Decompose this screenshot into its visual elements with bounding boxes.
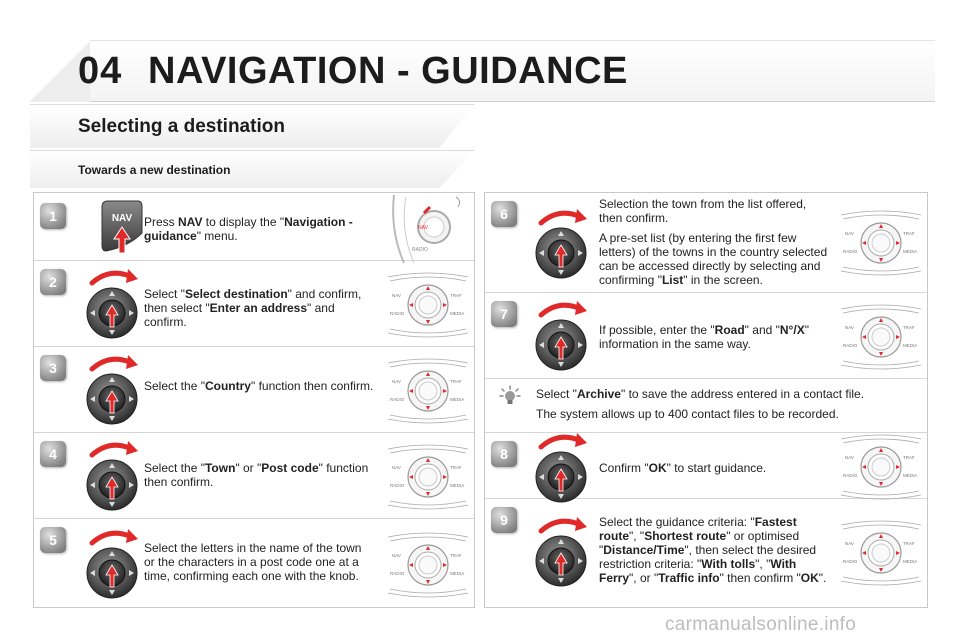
- step-1-text: Press NAV to display the "Navigation - guidance" menu.: [144, 215, 353, 243]
- rotary-knob-icon: [525, 429, 601, 505]
- svg-text:MEDIA: MEDIA: [450, 397, 465, 402]
- svg-text:MEDIA: MEDIA: [903, 249, 918, 254]
- svg-text:TRAF: TRAF: [450, 465, 462, 470]
- svg-text:MEDIA: MEDIA: [450, 483, 465, 488]
- step-5: [34, 519, 474, 607]
- control-panel-diagram: [386, 271, 470, 339]
- svg-text:TRAF: TRAF: [450, 379, 462, 384]
- lightbulb-icon: [499, 385, 521, 407]
- svg-text:NAV: NAV: [845, 231, 854, 236]
- svg-text:NAV: NAV: [845, 541, 854, 546]
- svg-text:TRAF: TRAF: [903, 455, 915, 460]
- svg-text:TRAF: TRAF: [450, 553, 462, 558]
- rotary-knob-icon: [525, 513, 601, 589]
- step-number-badge: 6: [491, 201, 517, 227]
- rotary-knob-icon: [525, 205, 601, 281]
- svg-text:MEDIA: MEDIA: [450, 311, 465, 316]
- svg-text:TRAF: TRAF: [903, 325, 915, 330]
- svg-text:NAV: NAV: [845, 325, 854, 330]
- tip-archive-text: Select "Archive" to save the address entered in a contact file. The system allows up to 400 contact files to be recorded.: [536, 387, 865, 421]
- nav-key-label: NAV: [111, 213, 133, 224]
- step-6: [485, 193, 927, 293]
- step-number-badge: 7: [491, 301, 517, 327]
- step-3: [34, 347, 474, 433]
- svg-text:MEDIA: MEDIA: [450, 571, 465, 576]
- svg-text:NAV: NAV: [392, 465, 401, 470]
- step-8-text: Confirm "OK" to start guidance.: [599, 461, 767, 475]
- chapter-header: [0, 40, 960, 102]
- svg-text:RADIO: RADIO: [390, 311, 405, 316]
- control-panel-diagram: [386, 357, 470, 425]
- control-panel-diagram: [839, 433, 923, 501]
- svg-text:RADIO: RADIO: [843, 559, 858, 564]
- watermark: carmanualsonline.info: [665, 614, 857, 635]
- subsection-title: Towards a new destination: [78, 163, 231, 177]
- step-6-text: Selection the town from the list offered, then confirm. A pre-set list (by entering the first few letters) of the towns in the country selected can be accessed directly by selecting and confirming "List" in the screen.: [599, 197, 828, 287]
- chapter-number: 04: [78, 50, 123, 92]
- tip-archive: [485, 379, 927, 433]
- section-title: Selecting a destination: [78, 116, 285, 137]
- control-panel-diagram: [386, 531, 470, 599]
- svg-text:NAV: NAV: [845, 455, 854, 460]
- svg-text:NAV: NAV: [392, 379, 401, 384]
- step-number-badge: 4: [40, 441, 66, 467]
- step-number-badge: 1: [40, 203, 66, 229]
- rotary-knob-icon: [76, 437, 152, 513]
- step-number-badge: 2: [40, 269, 66, 295]
- step-7: [485, 293, 927, 379]
- step-2-text: Select "Select destination" and confirm, then select "Enter an address" and confirm.: [144, 287, 362, 329]
- step-8: [485, 433, 927, 499]
- step-9-text: Select the guidance criteria: "Fastest route", "Shortest route" or optimised "Distance/Time", then select the desired restriction criteria: "With tolls", "With Ferry", or "Traffic info" then confirm "OK".: [599, 515, 827, 585]
- step-number-badge: 5: [40, 527, 66, 553]
- step-9: [485, 499, 927, 607]
- control-panel-diagram: [839, 303, 923, 371]
- control-panel-diagram: [386, 443, 470, 511]
- step-number-badge: 8: [491, 441, 517, 467]
- svg-text:TRAF: TRAF: [903, 231, 915, 236]
- svg-text:RADIO: RADIO: [390, 397, 405, 402]
- step-number-badge: 9: [491, 507, 517, 533]
- svg-text:MEDIA: MEDIA: [903, 559, 918, 564]
- svg-text:TRAF: TRAF: [903, 541, 915, 546]
- rotary-knob-icon: [525, 297, 601, 373]
- svg-text:NAV: NAV: [418, 225, 428, 231]
- step-4: [34, 433, 474, 519]
- svg-text:NAV: NAV: [392, 293, 401, 298]
- rotary-knob-icon: [76, 265, 152, 341]
- step-4-text: Select the "Town" or "Post code" function then confirm.: [144, 461, 369, 489]
- svg-text:RADIO: RADIO: [412, 247, 428, 253]
- svg-text:TRAF: TRAF: [450, 293, 462, 298]
- svg-text:MEDIA: MEDIA: [903, 473, 918, 478]
- right-steps-panel: [484, 192, 928, 608]
- step-1: [34, 193, 474, 261]
- svg-text:RADIO: RADIO: [843, 343, 858, 348]
- svg-text:RADIO: RADIO: [843, 249, 858, 254]
- left-steps-panel: [33, 192, 475, 608]
- nav-console-illustration: [384, 191, 470, 267]
- svg-text:NAV: NAV: [392, 553, 401, 558]
- control-panel-diagram: [839, 209, 923, 277]
- svg-text:MEDIA: MEDIA: [903, 343, 918, 348]
- svg-text:RADIO: RADIO: [390, 571, 405, 576]
- rotary-knob-icon: [76, 351, 152, 427]
- rotary-knob-icon: [76, 525, 152, 601]
- svg-text:RADIO: RADIO: [843, 473, 858, 478]
- step-3-text: Select the "Country" function then confirm.: [144, 379, 374, 393]
- chapter-title: NAVIGATION - GUIDANCE: [148, 50, 628, 92]
- step-7-text: If possible, enter the "Road" and "N°/X" information in the same way.: [599, 323, 809, 351]
- nav-button-icon: [98, 199, 144, 255]
- control-panel-diagram: [839, 519, 923, 587]
- step-5-text: Select the letters in the name of the town or the characters in a post code one at a time, confirming each one with the knob.: [144, 541, 362, 583]
- step-2: [34, 261, 474, 347]
- svg-text:RADIO: RADIO: [390, 483, 405, 488]
- step-number-badge: 3: [40, 355, 66, 381]
